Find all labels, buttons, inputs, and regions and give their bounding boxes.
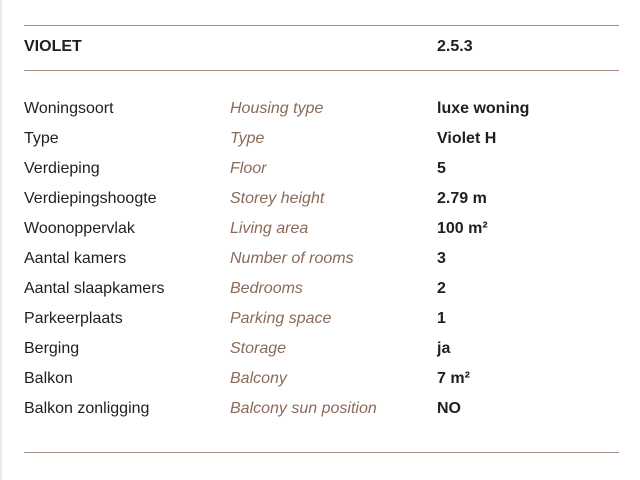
label-english: Storey height <box>230 190 325 207</box>
spec-value: ja <box>437 340 451 357</box>
bottom-divider <box>24 452 619 453</box>
spec-header <box>24 38 619 60</box>
label-dutch: Balkon zonligging <box>24 400 150 417</box>
label-english: Floor <box>230 160 267 177</box>
label-dutch: Type <box>24 130 59 147</box>
top-divider <box>24 25 619 26</box>
label-dutch: Balkon <box>24 370 73 387</box>
label-dutch: Berging <box>24 340 80 357</box>
spec-row-storage <box>24 336 619 366</box>
spec-value: 3 <box>437 250 446 267</box>
spec-value: 7 m² <box>437 370 470 387</box>
label-english: Type <box>230 130 265 147</box>
spec-value: 1 <box>437 310 446 327</box>
spec-value: 100 m² <box>437 220 488 237</box>
spec-row-housing-type <box>24 96 619 126</box>
label-dutch: Woonoppervlak <box>24 220 135 237</box>
label-english: Balcony sun position <box>230 400 377 417</box>
spec-value: 5 <box>437 160 446 177</box>
spec-value: Violet H <box>437 130 497 147</box>
spec-value: 2 <box>437 280 446 297</box>
label-dutch: Verdieping <box>24 160 100 177</box>
spec-row-number-of-rooms <box>24 246 619 276</box>
spec-row-parking-space <box>24 306 619 336</box>
unit-name: VIOLET <box>24 38 82 55</box>
spec-table <box>24 96 619 426</box>
spec-row-living-area <box>24 216 619 246</box>
label-english: Bedrooms <box>230 280 303 297</box>
spec-row-storey-height <box>24 186 619 216</box>
label-english: Parking space <box>230 310 332 327</box>
unit-code: 2.5.3 <box>437 38 473 55</box>
spec-row-bedrooms <box>24 276 619 306</box>
label-english: Living area <box>230 220 309 237</box>
spec-value: 2.79 m <box>437 190 487 207</box>
spec-value: luxe woning <box>437 100 530 117</box>
label-dutch: Aantal slaapkamers <box>24 280 165 297</box>
page-edge-divider <box>0 0 2 480</box>
spec-row-type <box>24 126 619 156</box>
label-english: Storage <box>230 340 287 357</box>
label-dutch: Parkeerplaats <box>24 310 123 327</box>
spec-value: NO <box>437 400 461 417</box>
spec-row-balcony-sun-position <box>24 396 619 426</box>
header-divider <box>24 70 619 71</box>
label-english: Number of rooms <box>230 250 354 267</box>
label-english: Housing type <box>230 100 324 117</box>
label-dutch: Woningsoort <box>24 100 114 117</box>
label-english: Balcony <box>230 370 287 387</box>
spec-row-balcony <box>24 366 619 396</box>
spec-row-floor <box>24 156 619 186</box>
label-dutch: Verdiepingshoogte <box>24 190 157 207</box>
label-dutch: Aantal kamers <box>24 250 127 267</box>
